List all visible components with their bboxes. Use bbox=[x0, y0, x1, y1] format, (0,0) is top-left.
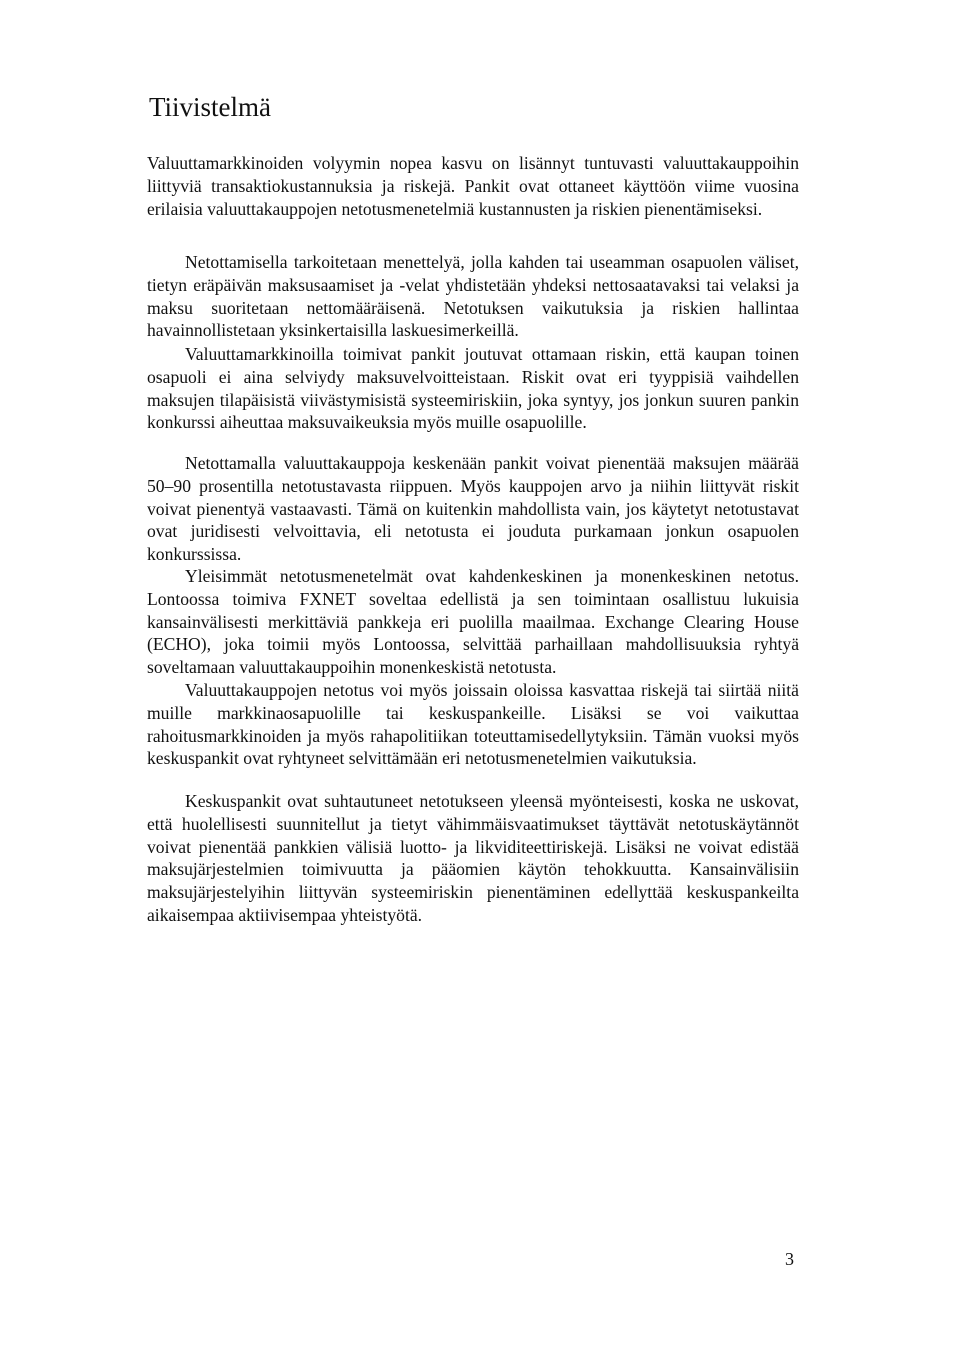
paragraph-6: Valuuttakauppojen netotus voi myös joissain oloissa kasvattaa riskejä tai siirtää niitä muille markkinaosapuolille tai keskuspankeille. Lisäksi se voi vaikuttaa rahoitusmarkkinoiden ja myös rahapolitiikan toteuttamisedellytyksiin. Tämän vuoksi myös keskuspankit ovat ryhtyneet selvittämään eri netotusmenetelmien vaikutuksia. bbox=[147, 680, 799, 769]
paragraph-3: Valuuttamarkkinoilla toimivat pankit joutuvat ottamaan riskin, että kaupan toinen osapuoli ei aina selviydy maksuvelvoitteistaan. Riskit ovat eri tyyppisiä vaihdellen maksujen tilapäisistä viivästymisistä systeemiriskiin, joka syntyy, jos jonkun suuren pankin konkurssi aiheuttaa maksuvaikeuksia myös muille osapuolille. bbox=[147, 344, 799, 433]
page-title: Tiivistelmä bbox=[149, 92, 272, 122]
paragraph-2: Netottamisella tarkoitetaan menettelyä, jolla kahden tai useamman osapuolen väliset, tietyn eräpäivän maksusaamiset ja -velat yhdistetään yhdeksi nettosaatavaksi tai velaksi ja maksu suoritetaan nettomääräisenä. Netotuksen vaikutuksia ja riskien hallintaa havainnollistetaan yksinkertaisilla laskuesimerkeillä. bbox=[147, 252, 799, 341]
paragraph-1: Valuuttamarkkinoiden volyymin nopea kasvu on lisännyt tuntuvasti valuuttakauppoihin liittyviä transaktiokustannuksia ja riskejä. Pankit ovat ottaneet käyttöön viime vuosina erilaisia valuuttakauppojen netotusmenetelmiä kustannusten ja riskien pienentämiseksi. bbox=[147, 153, 799, 219]
paragraph-7: Keskuspankit ovat suhtautuneet netotukseen yleensä myönteisesti, koska ne uskovat, että huolellisesti suunnitellut ja tietyt vähimmäisvaatimukset täyttävät netotuskäytännöt voivat pienentää pankkien välisiä luotto- ja likviditeettiriskejä. Lisäksi ne voivat edistää maksujärjestelmien toimivuutta ja pääomien käytön tehokkuutta. Kansainvälisiin maksujärjestelyihin liittyvän systeemiriskin pienentäminen edellyttää keskuspankeilta aikaisempaa aktiivisempaa yhteistyötä. bbox=[147, 791, 799, 925]
paragraph-4: Netottamalla valuuttakauppoja keskenään pankit voivat pienentää maksujen määrää 50–90 prosentilla netotustavasta riippuen. Myös kauppojen arvo ja niihin liittyvät riskit voivat pienentyä vastaavasti. Tämä on kuitenkin mahdollista vain, jos käytetyt netotustavat ovat juridisesti velvoittavia, eli netotusta ei jouduta purkamaan jonkun osapuolen konkurssissa. bbox=[147, 453, 799, 565]
page-number: 3 bbox=[785, 1249, 794, 1269]
paragraph-5: Yleisimmät netotusmenetelmät ovat kahdenkeskinen ja monenkeskinen netotus. Lontoossa toimiva FXNET soveltaa edellistä ja sen toimintaan osallistuu lukuisia kansainvälisesti merkittäviä pankkeja eri puolilla maailmaa. Exchange Clearing House (ECHO), joka toimii myös Lontoossa, selvittää parhaillaan mahdollisuuksia ryhtyä soveltamaan valuuttakauppoihin monenkeskistä netotusta. bbox=[147, 566, 799, 678]
